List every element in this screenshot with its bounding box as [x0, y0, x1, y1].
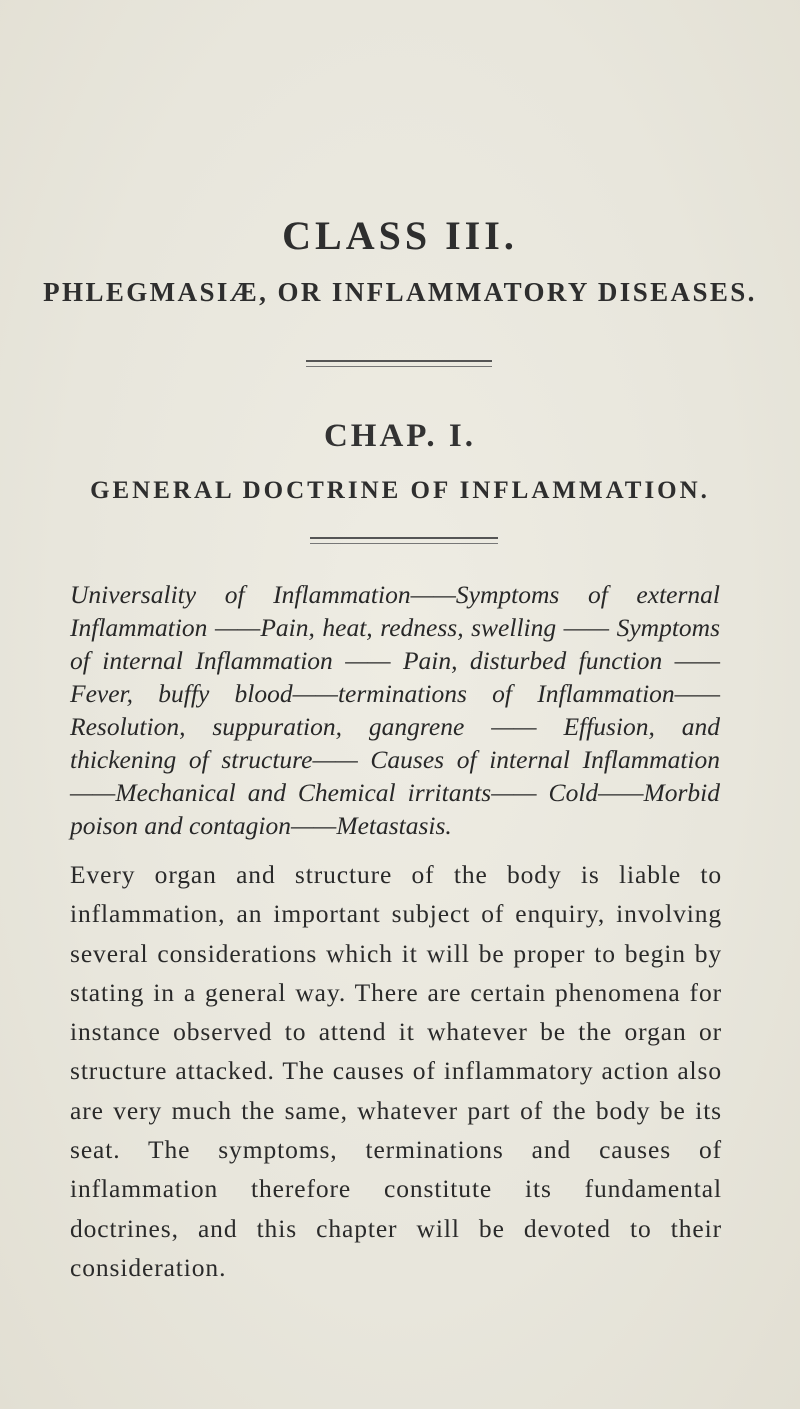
class-heading: CLASS III.	[282, 213, 518, 258]
section-divider	[306, 360, 492, 367]
body-paragraph: Every organ and structure of the body is liable to inflammation, an important subject of enquiry, involving several considerations which it will be proper to begin by stating in a general way. There are certain phenomena for instance observed to attend it whatever be the organ or structure attacked. The causes of inflammatory action also are very much the same, whatever part of the body be its seat. The symptoms, terminations and causes of inflammation therefore constitute its fundamental doctrines, and this chapter will be devoted to their consideration.	[70, 860, 722, 1282]
chapter-summary: Universality of Inflammation——Symptoms of external Inflammation ——Pain, heat, redness, swelling —— Symptoms of internal Inflammation —— Pain, disturbed function —— Fever, buffy blood——terminations of Inflammation——Resolution, suppuration, gangrene —— Effusion, and thickening of structure—— Causes of internal Inflammation——Mechanical and Chemical irritants—— Cold——Morbid poison and contagion——Metastasis.	[70, 580, 720, 840]
class-subheading: PHLEGMASIÆ, OR INFLAMMATORY DISEASES.	[43, 277, 757, 307]
chapter-heading: CHAP. I.	[323, 418, 477, 454]
chapter-divider	[310, 537, 498, 544]
chapter-subheading: GENERAL DOCTRINE OF INFLAMMATION.	[90, 477, 710, 504]
